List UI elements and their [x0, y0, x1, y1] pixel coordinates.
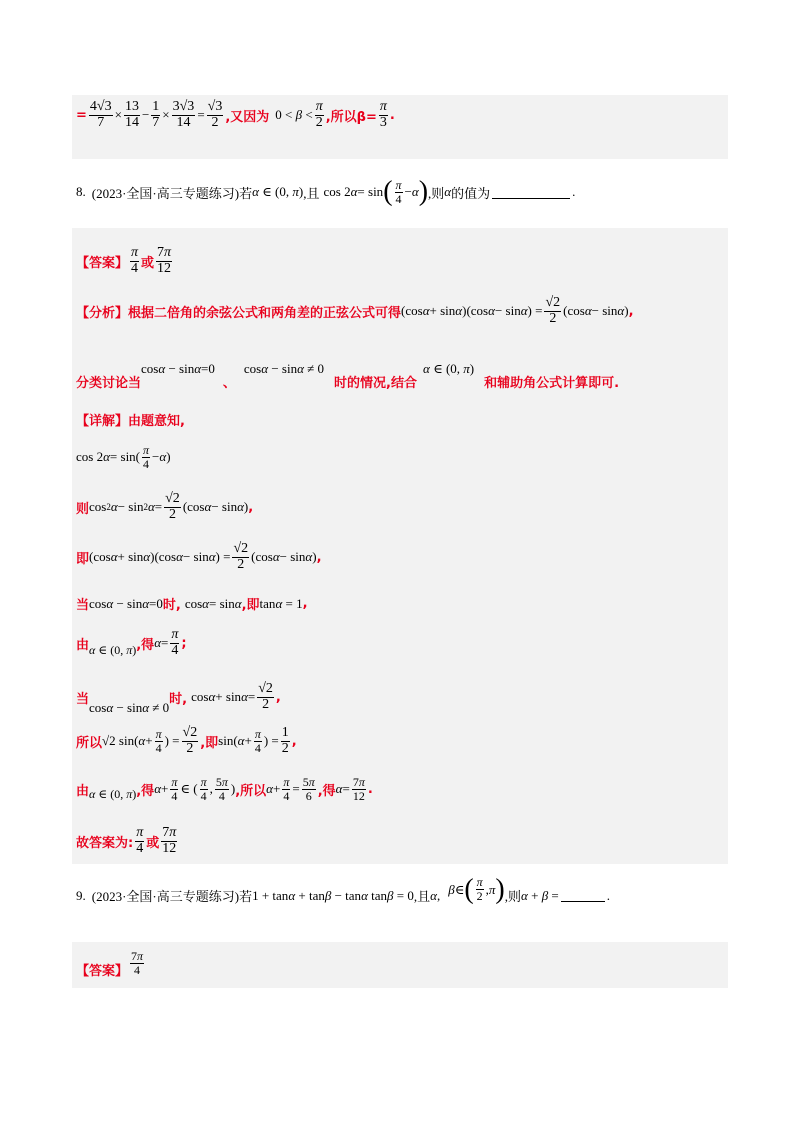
q8-detail-label-line — [76, 410, 185, 429]
question-9-text-3: , — [436, 887, 441, 903]
analysis-line2-c: 时的情况,结合 — [334, 376, 417, 391]
step-4-formula-c: tanα = 1 — [259, 595, 303, 611]
step-5-range: α ∈ (0, π) — [89, 642, 137, 657]
question-8-text-2: ,且 — [303, 185, 320, 201]
question-8-text-4: 的值为 — [451, 185, 491, 201]
step-2-formula: cos 2 α − sin 2 α = $\frac{√2}{2}$ (cos α − sin α ) — [89, 491, 249, 522]
range-formula: α ∈ (0, π) — [423, 360, 475, 376]
step-5-prefix: 由 — [76, 637, 90, 653]
step-6-condition: cosα − sinα ≠ 0 — [89, 700, 170, 715]
detail-step-3 — [76, 542, 322, 572]
top-text-1: ,又因为 — [225, 109, 270, 125]
step-4-shi: 时, — [162, 598, 181, 613]
step-2-prefix: 则 — [76, 501, 90, 517]
step-5-de: ,得 — [136, 637, 155, 653]
detail-intro: 由题意知, — [128, 414, 185, 429]
detail-step-1 — [76, 444, 171, 470]
step-6-shi: 时, — [169, 691, 188, 707]
detail-step-6 — [76, 678, 281, 716]
step-5-result: α = $\frac{\pi}{4}$ — [154, 627, 179, 658]
question-9 — [76, 873, 611, 905]
q9-solution-block — [72, 942, 728, 988]
final-value-2: $\frac{7\pi}{12}$ — [162, 825, 177, 856]
alpha-symbol-q9: α — [430, 887, 437, 903]
step-3-formula: (cos α + sin α )(cos α − sin α ) = $\frac{√2}{2}$ (cos α − sin α ) — [89, 541, 317, 572]
step-2-comma: , — [248, 499, 254, 515]
q8-analysis-line-2 — [76, 358, 619, 391]
top-text-3: . — [389, 107, 395, 123]
step-8-formula-b: α + $\frac{\pi}{4}$ = $\frac{5\pi}{6}$ — [266, 775, 315, 803]
answer-blank — [492, 186, 570, 199]
analysis-text: 根据二倍角的余弦公式和两角差的正弦公式可得 — [128, 305, 402, 321]
detail-step-7 — [76, 726, 297, 756]
question-8-text-3: ,则 — [428, 185, 445, 201]
question-9-source: (2023·全国·高三专题练习) — [91, 889, 240, 904]
step-7-formula-a: √2 sin( α + $\frac{\pi}{4}$ ) = $\frac{√2}{2}$ — [102, 725, 198, 756]
step-6-prefix: 当 — [76, 691, 90, 707]
step-8-de: ,得 — [136, 783, 155, 799]
analysis-end: , — [628, 303, 634, 319]
step-8-formula-c: α = $\frac{7\pi}{12}$ — [335, 775, 365, 803]
answer-blank-q9 — [561, 889, 605, 902]
question-8-number: 8. — [76, 184, 86, 199]
final-connector: 或 — [146, 835, 160, 851]
q9-answer-line — [76, 948, 146, 979]
step-7-comma: , — [291, 733, 297, 749]
step-4-ji: ,即 — [241, 598, 260, 613]
answer-value-2: $\frac{7\pi}{12}$ — [157, 245, 172, 276]
detail-step-4 — [76, 594, 308, 613]
step-8-de2: ,得 — [317, 783, 336, 799]
detail-step-8 — [76, 776, 373, 802]
question-9-range: β ∈ ( $\frac{\pi}{2}$ , π ) — [448, 873, 505, 905]
case-2-formula: cosα − sinα ≠ 0 — [243, 360, 325, 376]
step-8-suoyi: ,所以 — [235, 783, 267, 799]
beta-value: $\frac{\pi}{3}$ — [379, 99, 387, 130]
top-formula: $\frac{4√3}{7}$ × $\frac{13}{14}$ − $\frac{1}{7}$ × $\frac{3√3}{14}$ = $\frac{√3}{2}$ — [89, 99, 223, 130]
q9-answer-value: $\frac{7\pi}{4}$ — [131, 949, 144, 977]
analysis-line2-d: 和辅助角公式计算即可. — [484, 376, 620, 391]
top-text-2: ,所以β= — [325, 109, 377, 125]
alpha-symbol: α — [444, 184, 452, 199]
question-8 — [76, 178, 575, 206]
step-4-formula-b: cosα= sinα — [184, 595, 242, 611]
step-4-prefix: 当 — [76, 598, 90, 613]
step-8-range: α ∈ (0, π) — [89, 786, 137, 801]
step-1-formula: cos 2 α = sin( $\frac{\pi}{4}$ − α ) — [76, 443, 171, 471]
q8-final-answer — [76, 826, 179, 856]
question-8-equation: cos 2 α = sin ( $\frac{\pi}{4}$ − α ) — [323, 176, 429, 207]
step-7-formula-b: sin( α + $\frac{\pi}{4}$ ) = $\frac{1}{2}$ — [218, 725, 289, 756]
step-6-comma: , — [275, 689, 281, 705]
final-value-1: $\frac{\pi}{4}$ — [136, 825, 144, 856]
question-8-text-1: 若 — [239, 185, 253, 201]
step-4-formula-a: cosα − sinα=0 — [89, 595, 163, 611]
step-7-prefix: 所以 — [76, 735, 103, 751]
q9-answer-label: 【答案】 — [76, 964, 129, 979]
step-8-period: . — [367, 781, 373, 797]
question-9-number: 9. — [76, 887, 86, 903]
detail-label: 【详解】 — [76, 414, 129, 429]
question-9-text-2: ,且 — [413, 889, 431, 904]
step-3-prefix: 即 — [76, 551, 90, 567]
step-7-ji: ,即 — [200, 735, 219, 751]
answer-label: 【答案】 — [76, 255, 129, 271]
step-4-comma: , — [302, 596, 308, 611]
answer-value-1: $\frac{\pi}{4}$ — [131, 245, 139, 276]
analysis-line2-b: 、 — [222, 376, 236, 391]
step-6-formula: cos α + sin α = $\frac{√2}{2}$ — [191, 680, 273, 712]
question-8-text-5: . — [572, 184, 576, 199]
question-9-equation: 1 + tanα + tanβ − tanα tanβ = 0 — [252, 887, 414, 903]
q8-analysis-line-1 — [76, 296, 634, 326]
step-5-semicolon: ; — [181, 635, 187, 651]
equals-sign: = — [76, 107, 87, 123]
analysis-formula: (cos α + sin α )(cos α − sin α ) = $\frac{√2}{2}$ (cos α − sin α ) — [401, 295, 629, 326]
analysis-label: 【分析】 — [76, 305, 129, 321]
analysis-line2-a: 分类讨论当 — [76, 376, 142, 391]
question-9-text-1: 若 — [239, 889, 253, 904]
q8-answer-line — [76, 246, 174, 276]
question-9-target: α + β = — [521, 887, 559, 903]
alpha-range-formula: α ∈ (0, π) — [252, 184, 304, 199]
top-solution-line — [76, 100, 395, 130]
case-1-formula: cosα − sinα=0 — [141, 360, 215, 376]
detail-step-2 — [76, 492, 253, 522]
question-8-source: (2023·全国·高三专题练习) — [91, 185, 240, 201]
step-8-prefix: 由 — [76, 783, 90, 799]
beta-range-formula: 0 < β < $\frac{\pi}{2}$ — [275, 99, 323, 130]
step-3-comma: , — [316, 549, 322, 565]
step-8-formula-a: α + $\frac{\pi}{4}$ ∈ ( $\frac{\pi}{4}$ , $\frac{5\pi}{4}$ ) — [154, 775, 236, 803]
question-9-text-5: . — [606, 887, 611, 903]
detail-step-5 — [76, 628, 187, 658]
answer-connector: 或 — [141, 255, 155, 271]
final-label: 故答案为: — [76, 835, 134, 851]
question-9-text-4: ,则 — [504, 889, 522, 904]
